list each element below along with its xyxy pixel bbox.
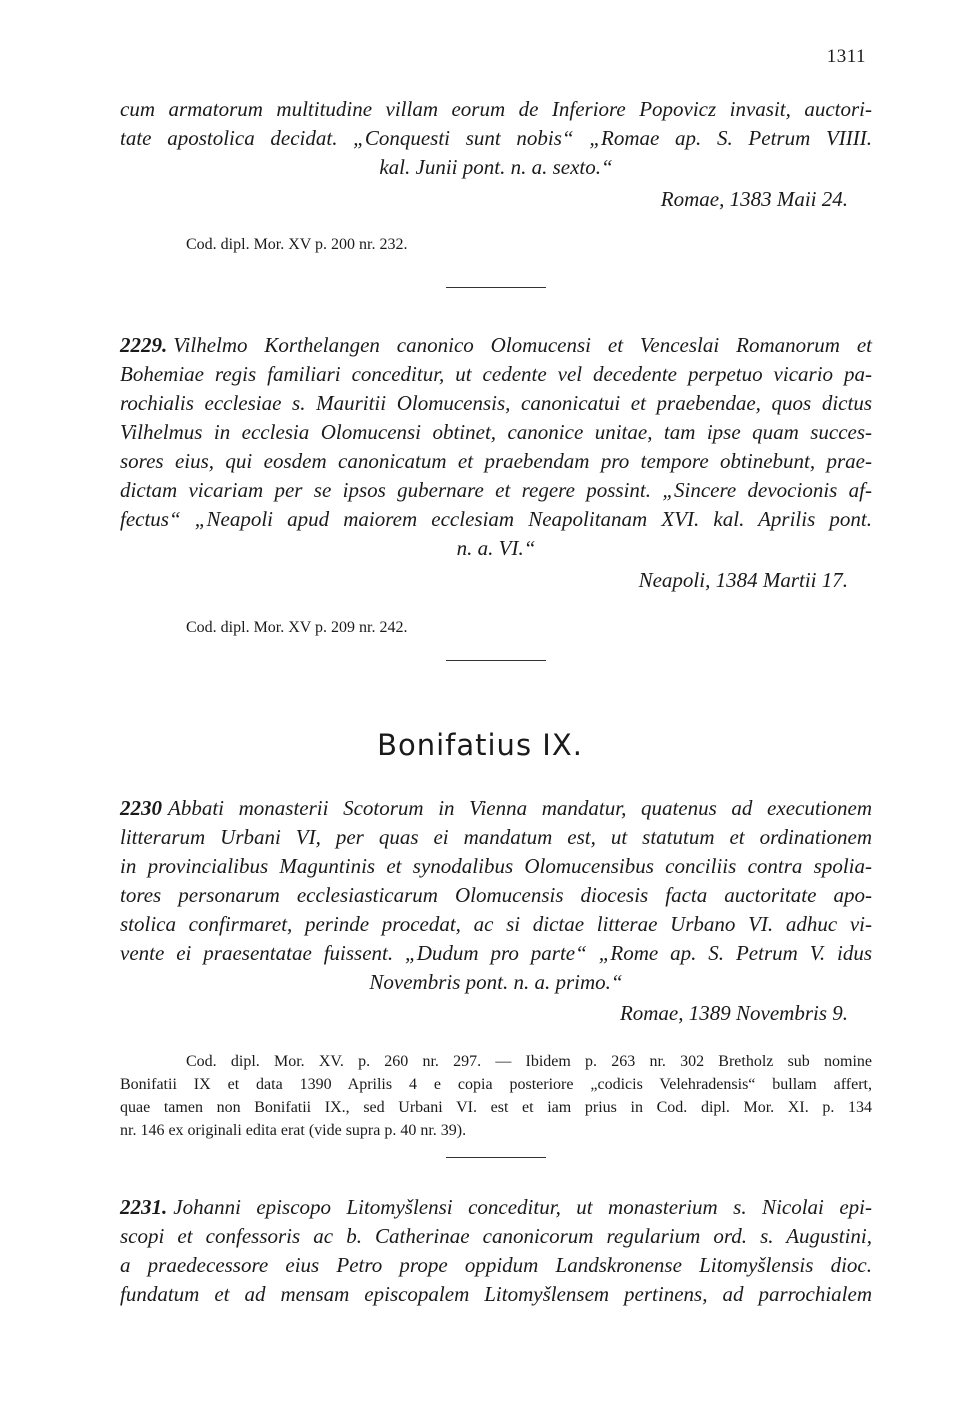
entry-text: Vilhelmo Korthelangen canonico Olomucensi et Venceslai Romanorum et [173, 333, 872, 357]
note-line: Cod. dipl. Mor. XV. p. 260 nr. 297. — Ibidem p. 263 nr. 302 Bretholz sub nomine [186, 1053, 872, 1070]
text-line: Vilhelmus in ecclesia Olomucensi obtinet, canonice unitae, tam ipse quam succes- [120, 420, 872, 444]
text-line: scopi et confessoris ac b. Catherinae canonicorum regularium ord. s. Augustini, [120, 1224, 872, 1248]
note-line: Bonifatii IX et data 1390 Aprilis 4 e copia posteriore „codicis Velehradensis“ bullam affert, [120, 1076, 872, 1093]
divider-rule [446, 660, 546, 661]
text-line [120, 1194, 872, 1221]
text-line: a praedecessore eius Petro prope oppidum Landskronense Litomyšlensis dioc. [120, 1253, 872, 1277]
text-line: fundatum et ad mensam episcopalem Litomyšlensem pertinens, ad parrochialem [120, 1282, 872, 1306]
text-line: tate apostolica decidat. „Conquesti sunt nobis“ „Romae ap. S. Petrum VIIII. [120, 126, 872, 150]
text-line: Bohemiae regis familiari conceditur, ut cedente vel decedente perpetuo vicario pa- [120, 362, 872, 386]
text-line: sores eius, qui eosdem canonicatum et praebendam pro tempore obtinebunt, prae- [120, 449, 872, 473]
entry-number: 2229. [120, 333, 168, 357]
entry-number: 2231. [120, 1195, 168, 1219]
entry-text: Johanni episcopo Litomyšlensi conceditur, ut monasterium s. Nicolai epi- [173, 1195, 872, 1219]
text-line [120, 795, 872, 822]
note-line: nr. 146 ex originali edita erat (vide supra p. 40 nr. 39). [120, 1122, 467, 1139]
text-line: Novembris pont. n. a. primo.“ [369, 970, 623, 994]
text-line: rochialis ecclesiae s. Mauritii Olomucensis, canonicatui et praebendae, quos dictus [120, 391, 872, 415]
text-line: litterarum Urbani VI, per quas ei mandatum est, ut statutum et ordinationem [120, 825, 872, 849]
text-line: cum armatorum multitudine villam eorum de Inferiore Popovicz invasit, auctori- [120, 97, 872, 121]
page-number: 1311 [826, 46, 866, 67]
text-line [120, 332, 872, 359]
note-line: quae tamen non Bonifatii IX., sed Urbani VI. est et iam prius in Cod. dipl. Mor. XI. p. 134 [120, 1099, 872, 1116]
text-line: stolica confirmaret, perinde procedat, ac si dictae litterae Urbano VI. adhuc vi- [120, 912, 872, 936]
dateline: Romae, 1389 Novembris 9. [619, 1001, 848, 1025]
text-line: vente ei praesentatae fuissent. „Dudum pro parte“ „Rome ap. S. Petrum V. idus [120, 941, 872, 965]
text-line: tores personarum ecclesiasticarum Olomucensis diocesis facta auctoritate apo- [120, 883, 872, 907]
entry-text: Abbati monasterii Scotorum in Vienna mandatur, quatenus ad executionem [168, 796, 872, 820]
source-citation: Cod. dipl. Mor. XV p. 209 nr. 242. [186, 619, 408, 636]
text-line: dictam vicariam per se ipsos gubernare et regere possint. „Sincere devocionis af- [120, 478, 872, 502]
divider-rule [446, 1157, 546, 1158]
text-line: in provincialibus Maguntinis et synodalibus Olomucensibus conciliis contra spolia- [120, 854, 872, 878]
text-line: kal. Junii pont. n. a. sexto.“ [379, 155, 613, 179]
dateline: Romae, 1383 Maii 24. [660, 187, 848, 211]
text-line: fectus“ „Neapoli apud maiorem ecclesiam Neapolitanam XVI. kal. Aprilis pont. [120, 507, 872, 531]
source-citation: Cod. dipl. Mor. XV p. 200 nr. 232. [186, 236, 408, 253]
entry-number: 2230 [120, 796, 162, 820]
section-heading: Bonifatius IX. [377, 728, 583, 762]
divider-rule [446, 287, 546, 288]
dateline: Neapoli, 1384 Martii 17. [638, 568, 848, 592]
text-line: n. a. VI.“ [456, 536, 536, 560]
